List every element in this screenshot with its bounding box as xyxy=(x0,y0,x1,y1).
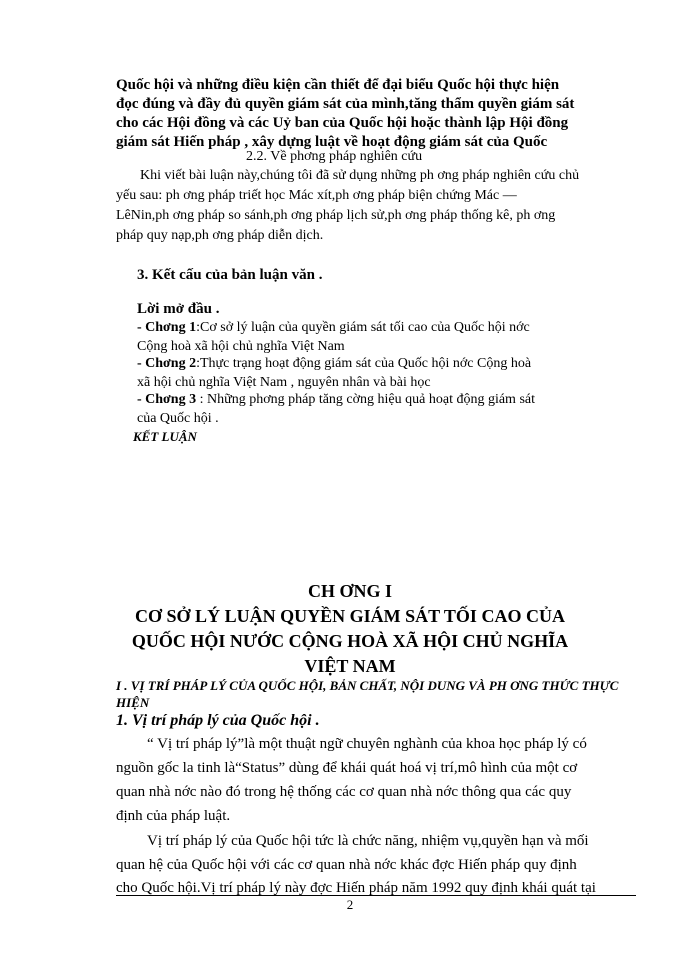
conclusion-label: KẾT LUẬN xyxy=(133,429,197,444)
paragraph-line: pháp quy nạp,ph ơng pháp diễn dịch. xyxy=(116,228,324,243)
sub-heading: 1. Vị trí pháp lý của Quốc hội . xyxy=(116,712,320,729)
chapter-title: :Cơ sở lý luận của quyền giám sát tối cao của Quốc hội nớc xyxy=(196,320,530,335)
section-2-2-heading: 2.2. Về phơng pháp nghiên cứu xyxy=(246,149,423,164)
page-number: 2 xyxy=(346,897,354,912)
chapter-label: CH ƠNG I xyxy=(307,581,392,601)
intro-line: Quốc hội và những điều kiện cần thiết để đại biểu Quốc hội thực hiện xyxy=(116,77,560,93)
chapter-marker: - Chơng 2 xyxy=(137,356,197,371)
chapter-title-line: QUỐC HỘI NƯỚC CỘNG HOÀ XÃ HỘI CHỦ NGHĨA xyxy=(131,631,569,651)
chapter-title-cont: của Quốc hội . xyxy=(137,411,219,426)
paragraph-line: yếu sau: ph ơng pháp triết học Mác xít,ph ơng pháp biện chứng Mác — xyxy=(116,188,517,203)
opening-label: Lời mở đầu . xyxy=(137,301,220,317)
chapter-title-line: VIỆT NAM xyxy=(304,656,396,676)
paragraph-line: quan hệ của Quốc hội với các cơ quan nhà nớc khác đợc Hiến pháp quy định xyxy=(116,857,577,873)
chapter-item xyxy=(137,393,535,407)
chapter-item xyxy=(137,357,531,371)
part-heading: I . VỊ TRÍ PHÁP LÝ CỦA QUỐC HỘI, BẢN CHẤT, NỘI DUNG VÀ PH ƠNG THỨC THỰC xyxy=(116,678,619,693)
paragraph-line: LêNin,ph ơng pháp so sánh,ph ơng pháp lịch sử,ph ơng pháp thống kê, ph ơng xyxy=(116,208,556,223)
paragraph-line: “ Vị trí pháp lý”là một thuật ngữ chuyên nghành của khoa học pháp lý có xyxy=(147,736,587,752)
footer-rule xyxy=(116,895,636,896)
chapter-marker: - Chơng 1 xyxy=(137,320,197,335)
section-3-heading: 3. Kết cấu của bản luận văn . xyxy=(137,267,323,283)
chapter-title-cont: Cộng hoà xã hội chủ nghĩa Việt Nam xyxy=(137,339,345,354)
chapter-title: : Những phơng pháp tăng cờng hiệu quả hoạt động giám sát xyxy=(196,392,536,407)
part-heading-cont: HIỆN xyxy=(116,695,150,710)
chapter-title-cont: xã hội chủ nghĩa Việt Nam , nguyên nhân và bài học xyxy=(137,375,431,390)
intro-line: đọc đúng và đầy đủ quyền giám sát của mình,tăng thẩm quyền giám sát xyxy=(116,96,575,112)
chapter-title-line: CƠ SỞ LÝ LUẬN QUYỀN GIÁM SÁT TỐI CAO CỦA xyxy=(135,606,565,626)
chapter-marker: - Chơng 3 xyxy=(137,392,197,407)
paragraph-line: cho Quốc hội.Vị trí pháp lý này đợc Hiến pháp năm 1992 quy định khái quát tại xyxy=(116,880,596,896)
intro-line: cho các Hội đồng và các Uỷ ban của Quốc hội hoặc thành lập Hội đồng xyxy=(116,115,569,131)
paragraph-line: Vị trí pháp lý của Quốc hội tức là chức năng, nhiệm vụ,quyền hạn và mối xyxy=(147,833,589,849)
paragraph-line: quan nhà nớc nào đó trong hệ thống các cơ quan nhà nớc thông qua các quy xyxy=(116,784,572,800)
paragraph-line: định của pháp luật. xyxy=(116,808,231,824)
chapter-item xyxy=(137,321,530,335)
intro-line: giám sát Hiến pháp , xây dựng luật về hoạt động giám sát của Quốc xyxy=(116,134,548,150)
chapter-title: :Thực trạng hoạt động giám sát của Quốc hội nớc Cộng hoà xyxy=(196,356,532,371)
paragraph-line: Khi viết bài luận này,chúng tôi đã sử dụng những ph ơng pháp nghiên cứu chủ xyxy=(140,168,580,183)
paragraph-line: nguồn gốc la tinh là“Status” dùng để khái quát hoá vị trí,mô hình của một cơ xyxy=(116,760,578,776)
